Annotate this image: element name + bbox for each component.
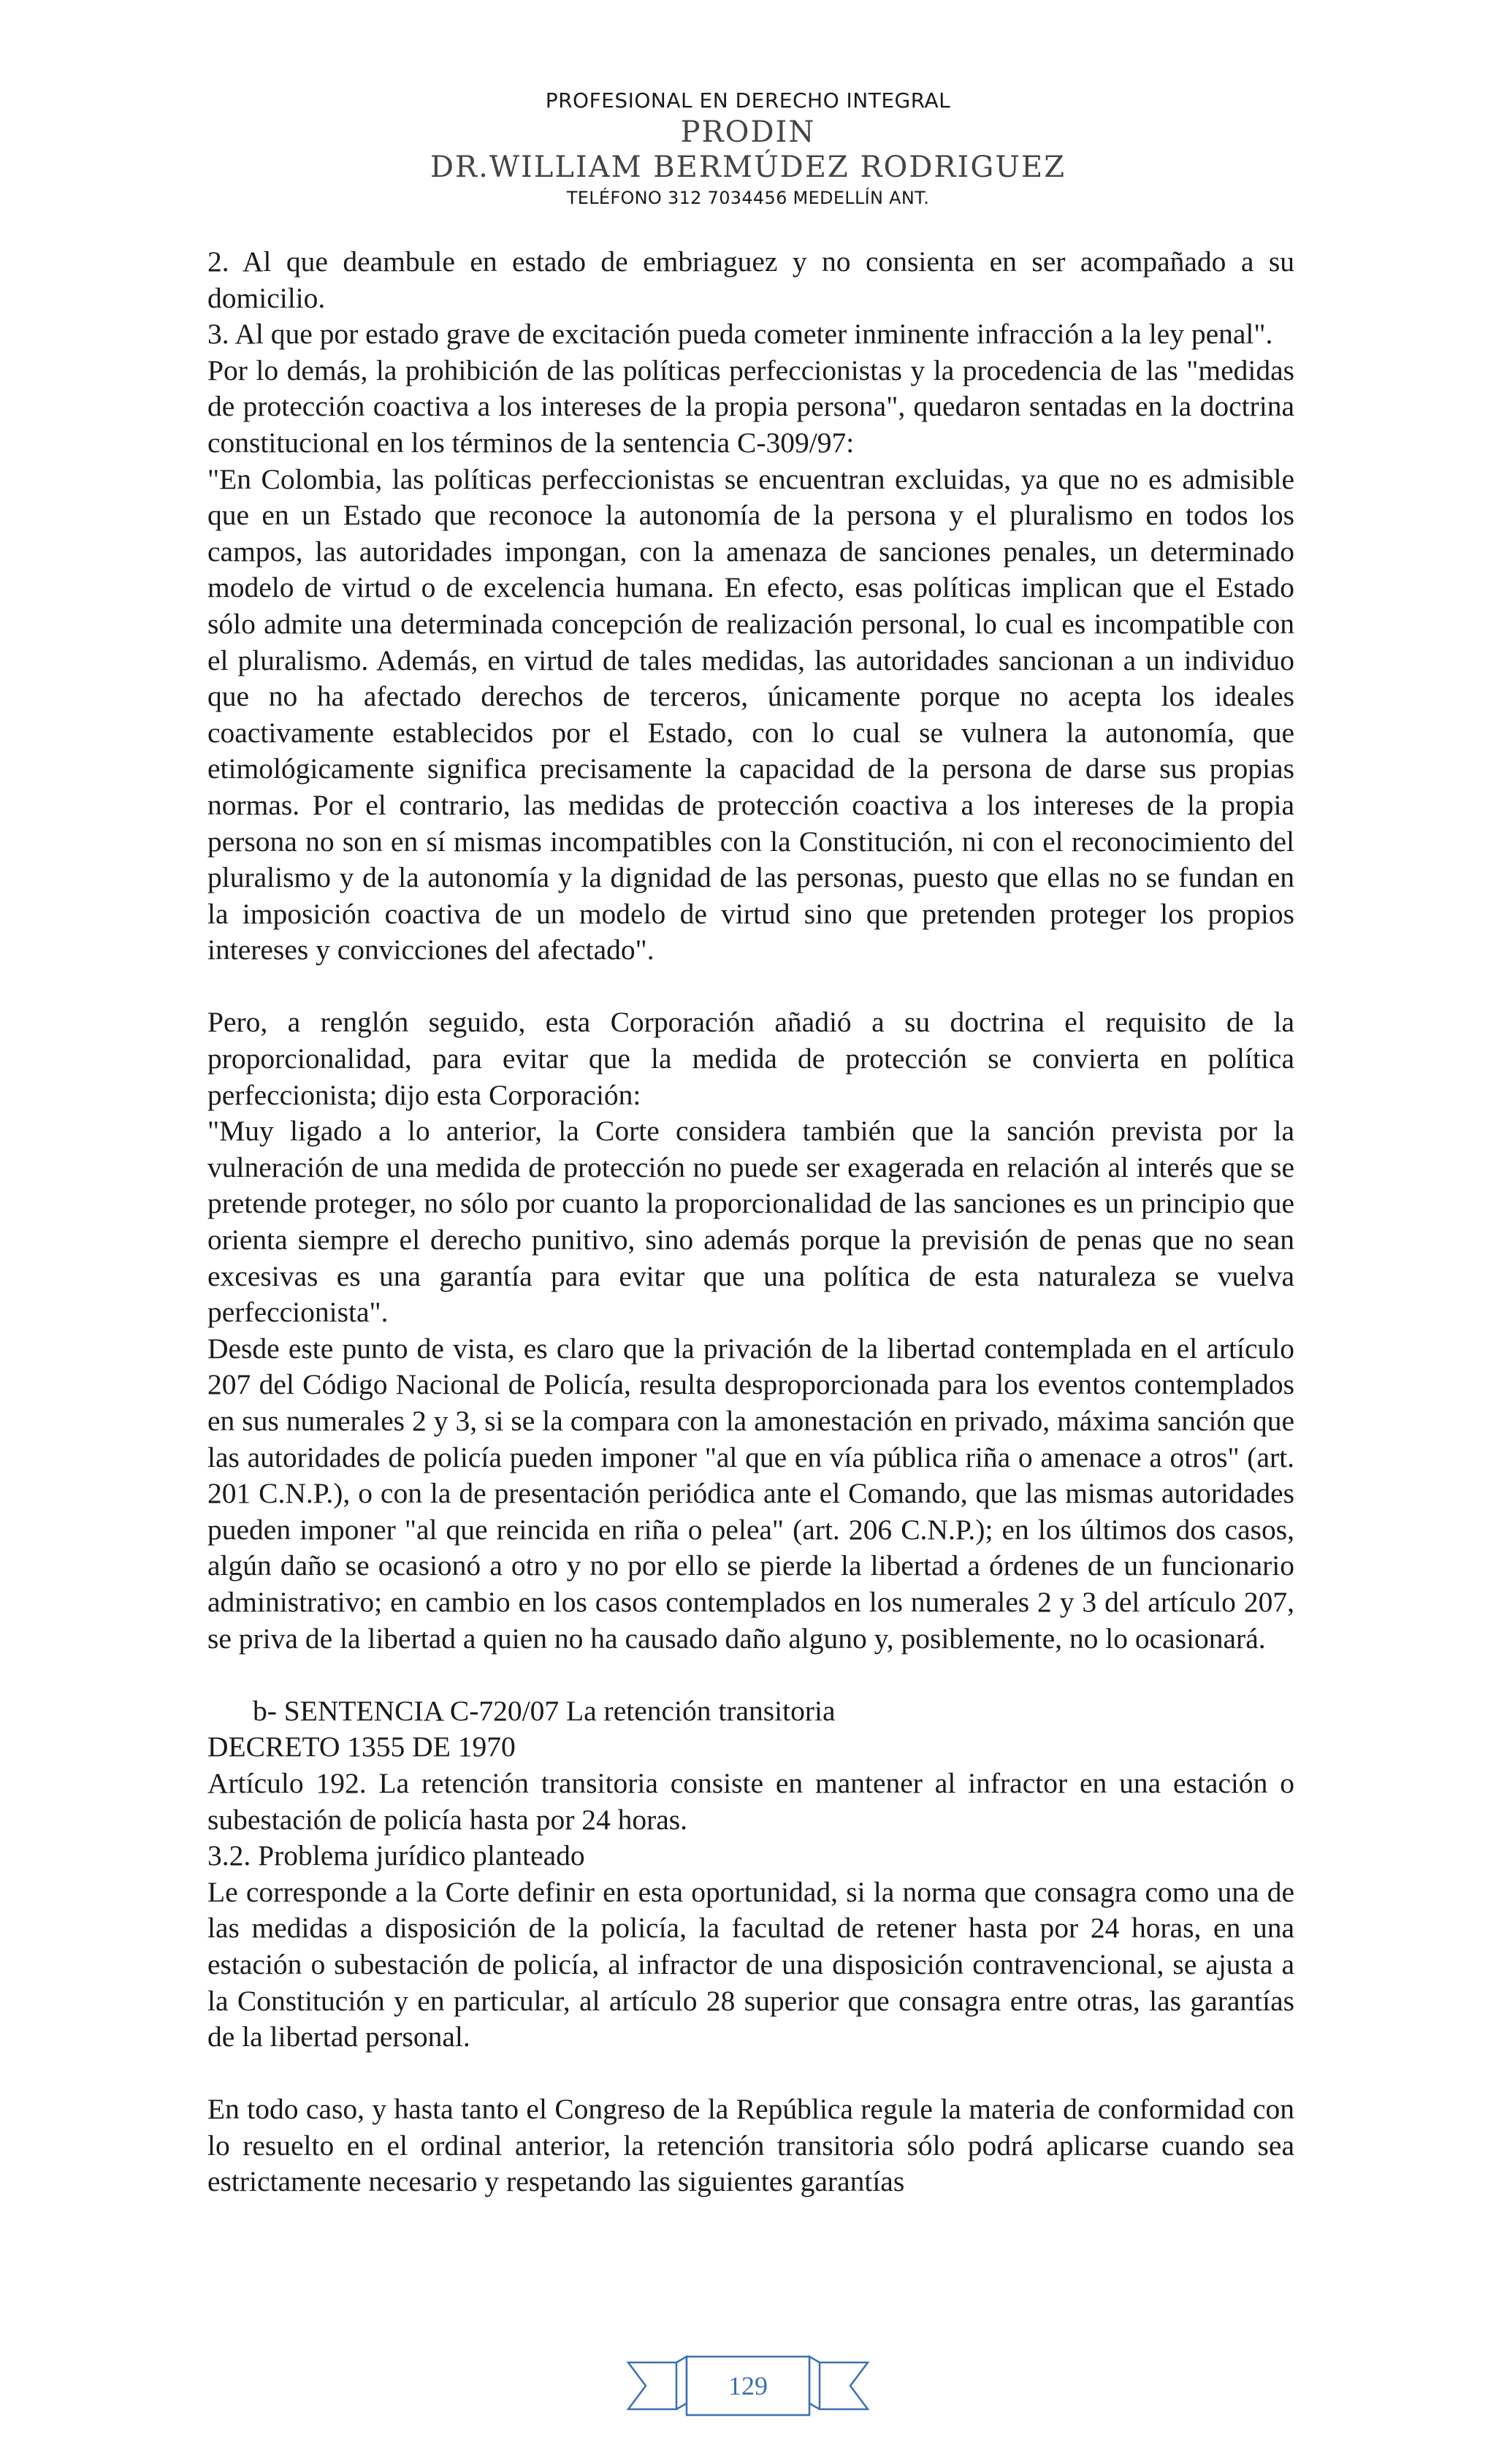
letterhead-acronym: PRODIN <box>680 115 816 149</box>
paragraph: 3. Al que por estado grave de excitación pueda cometer inminente infracción a la ley penal". <box>207 318 1273 351</box>
quote-paragraph: "En Colombia, las políticas perfeccionistas se encuentran excluidas, ya que no es admisible que en un Estado que reconoce la autonomía de la persona y el pluralismo en todos los campos, las autoridades impongan, con la amenaza de sanciones penales, un determinado modelo de virtud o de excelencia humana. En efecto, esas políticas implican que el Estado sólo admite una determinada concepción de realización personal, lo cual es incompatible con el pluralismo. Además, en virtud de tales medidas, las autoridades sancionan a un individuo que no ha afectado derechos de terceros, únicamente porque no acepta los ideales coactivamente establecidos por el Estado, con lo cual se vulnera la autonomía, que etimológicamente significa precisamente la capacidad de la persona de darse sus propias normas. Por el contrario, las medidas de protección coactiva a los intereses de la propia persona no son en sí mismas incompatibles con la Constitución, ni con el reconocimiento del pluralismo y de la autonomía y la dignidad de las personas, puesto que ellas no se fundan en la imposición coactiva de un modelo de virtud sino que pretenden proteger los propios intereses y convicciones del afectado". <box>207 462 1294 966</box>
subsection-heading: 3.2. Problema jurídico planteado <box>207 1839 585 1872</box>
page-number: 129 <box>728 2371 768 2400</box>
paragraph: En todo caso, y hasta tanto el Congreso de la República regule la materia de conformidad con lo resuelto en el ordinal anterior, la retención transitoria sólo podrá aplicarse cuando sea estrictamente necesario y respetando las siguientes garantías <box>207 2093 1294 2198</box>
paragraph-gap <box>207 2056 1294 2092</box>
paragraph: Le corresponde a la Corte definir en esta oportunidad, si la norma que consagra como una de las medidas a disposición de la policía, la facultad de retener hasta por 24 horas, en una estación o subestación de policía, al infractor de una disposición contravencional, se ajusta a la Constitución y en particular, al artículo 28 superior que consagra entre otras, las garantías de la libertad personal. <box>207 1875 1294 2053</box>
paragraph: 2. Al que deambule en estado de embriaguez y no consienta en ser acompañado a su domicilio. <box>207 245 1294 314</box>
paragraph-gap <box>207 1657 1294 1693</box>
page-number-ribbon <box>625 2352 871 2419</box>
letterhead-firm-name: PROFESIONAL EN DERECHO INTEGRAL <box>545 88 951 112</box>
decree-title: DECRETO 1355 DE 1970 <box>207 1731 516 1763</box>
section-heading: b- SENTENCIA C-720/07 La retención transitoria <box>253 1694 836 1727</box>
paragraph: Por lo demás, la prohibición de las políticas perfeccionistas y la procedencia de las "medidas de protección coactiva a los intereses de la propia persona", quedaron sentadas en la doctrina constitucional en los términos de la sentencia C-309/97: <box>207 354 1294 459</box>
letterhead-lawyer-name: DR.WILLIAM BERMÚDEZ RODRIGUEZ <box>430 150 1066 184</box>
paragraph: Desde este punto de vista, es claro que la privación de la libertad contemplada en el artículo 207 del Código Nacional de Policía, resulta desproporcionada para los eventos contemplados en sus numerales 2 y 3, si se la compara con la amonestación en privado, máxima sanción que las autoridades de policía pueden imponer "al que en vía pública riña o amenace a otros" (art. 201 C.N.P.), o con la de presentación periódica ante el Comando, que las mismas autoridades pueden imponer "al que reincida en riña o pelea" (art. 206 C.N.P.); en los últimos dos casos, algún daño se ocasionó a otro y no por ello se pierde la libertad a órdenes de un funcionario administrativo; en cambio en los casos contemplados en los numerales 2 y 3 del artículo 207, se priva de la libertad a quien no ha causado daño alguno y, posiblemente, no lo ocasionará. <box>207 1332 1294 1655</box>
letterhead-contact: TELÉFONO 312 7034456 MEDELLÍN ANT. <box>566 188 930 208</box>
article-text: Artículo 192. La retención transitoria consiste en mantener al infractor en una estación o subestación de policía hasta por 24 horas. <box>207 1766 1294 1836</box>
paragraph-gap <box>207 969 1294 1005</box>
document-body <box>207 244 1294 2200</box>
letterhead <box>0 86 1496 210</box>
quote-paragraph: "Muy ligado a lo anterior, la Corte considera también que la sanción prevista por la vulneración de una medida de protección no puede ser exagerada en relación al interés que se pretende proteger, no sólo por cuanto la proporcionalidad de las sanciones es un principio que orienta siempre el derecho punitivo, sino además porque la previsión de penas que no sean excesivas es una garantía para evitar que una política de esta naturaleza se vuelva perfeccionista". <box>207 1115 1294 1329</box>
paragraph: Pero, a renglón seguido, esta Corporación añadió a su doctrina el requisito de la proporcionalidad, para evitar que la medida de protección se convierta en política perfeccionista; dijo esta Corporación: <box>207 1006 1294 1111</box>
